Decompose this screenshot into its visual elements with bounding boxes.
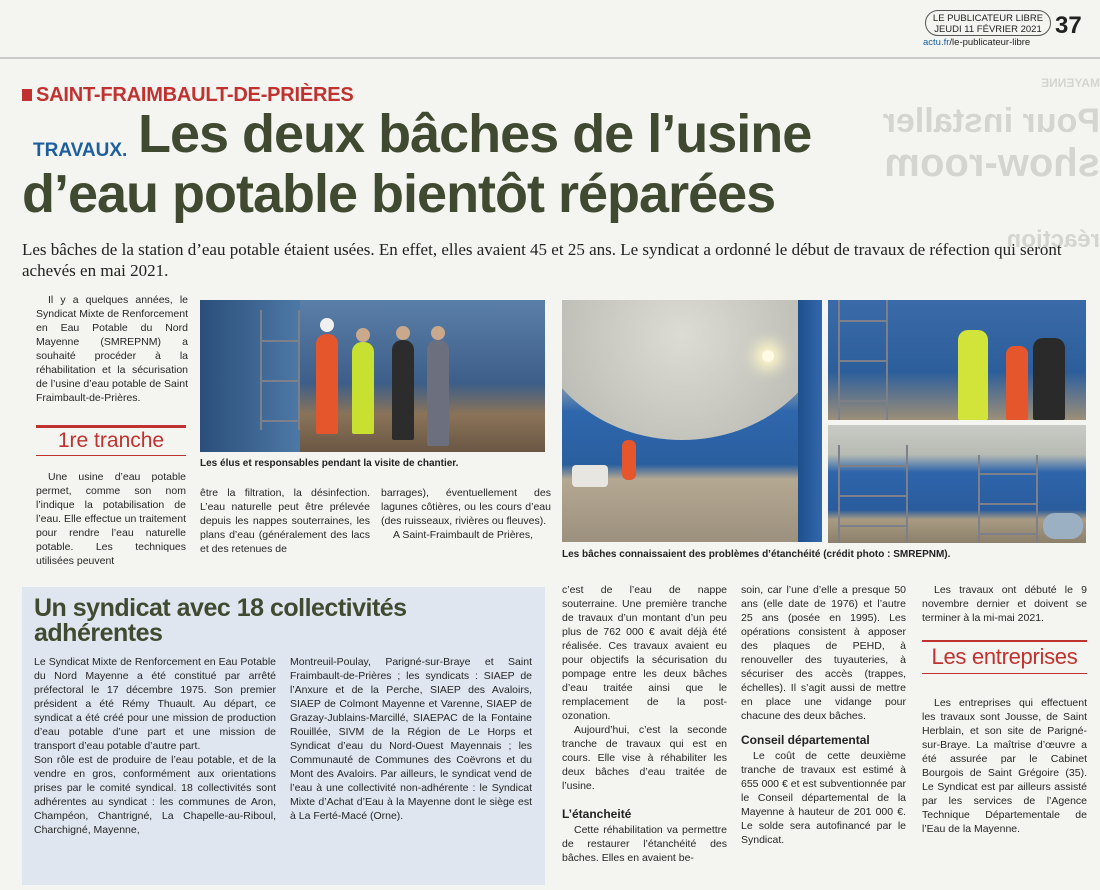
- issue-date: JEUDI 11 FÉVRIER 2021: [934, 24, 1042, 35]
- worker-shape: [958, 330, 988, 420]
- heading-rule: [36, 455, 186, 456]
- masthead: [905, 10, 1085, 50]
- scaffold-shape: [260, 310, 300, 430]
- sidebar-column-1: [34, 655, 276, 837]
- website-domain: actu.fr: [923, 37, 950, 48]
- sidebar-column-2: [290, 655, 532, 823]
- photo-officials-visit: [200, 300, 545, 452]
- scaffold-shape: [978, 455, 1038, 543]
- photo-caption-officials: Les élus et responsables pendant la visite de chantier.: [200, 458, 459, 469]
- head-shape: [396, 326, 410, 340]
- body-text: Le coût de cette deuxième tranche de travaux est estimé à 655 000 € et est subventionnée par le Conseil départemental de la Mayenne à hauteur de 201 000 €. Le solde sera autofinancé par le Syndicat.: [741, 750, 906, 846]
- scaffold-shape: [838, 300, 888, 420]
- newspaper-name: LE PUBLICATEUR LIBRE: [932, 13, 1044, 24]
- body-text: Une usine d’eau potable permet, comme son nom l’indique la potabilisation de l’eau. Elle effectue un traitement pour rendre l’eau naturelle potable. Les techniques utilisées peuvent: [36, 471, 186, 567]
- section-heading-text: 1re tranche: [57, 429, 165, 452]
- section-heading-entreprises: [922, 640, 1087, 674]
- body-text: soin, car l’une d’elle a presque 50 ans (elle date de 1976) et l’autre 25 ans (posée en 1995). Les opérations consistent à apposer des plaques de PEHD, à renouveller des tuyauteries, à sécuriser des accès (trappes, échelles). Il s’agit aussi de mettre en place une vidange pour chacune des deux bâches.: [741, 584, 906, 722]
- person-shape: [392, 340, 414, 440]
- kicker-square-icon: [22, 89, 32, 101]
- body-text: être la filtration, la désinfection. L’eau naturelle peut être prélevée depuis les nappes souterraines, les plans d’eau (généralement des lacs et des retenues de: [200, 487, 370, 555]
- masthead-badge: [925, 10, 1051, 36]
- worker-shape: [1006, 346, 1028, 420]
- headline-line-1: Les deux bâches de l’usine: [138, 104, 812, 164]
- lamp-shape: [762, 350, 774, 362]
- scaffold-shape: [838, 445, 908, 543]
- photo-workers-tank: [828, 300, 1086, 420]
- body-text: Les travaux ont débuté le 9 novembre dernier et doivent se terminer à la mi-mai 2021.: [922, 584, 1087, 624]
- sidebar-box-title: Un syndicat avec 18 collectivités adhérentes: [34, 594, 407, 647]
- masthead-rule: [0, 57, 1100, 59]
- subheading-conseil: Conseil départemental: [741, 733, 870, 747]
- body-column-5: [741, 583, 906, 847]
- person-shape: [427, 340, 449, 446]
- headline-line-2: d’eau potable bientôt réparées: [22, 164, 776, 224]
- ghost-line: MAYENNE: [1041, 76, 1100, 90]
- intro-paragraph: [36, 293, 188, 405]
- worker-shape: [622, 440, 636, 480]
- equipment-shape: [572, 465, 608, 487]
- pipe-shape: [1043, 513, 1083, 539]
- person-shape: [352, 342, 374, 434]
- kicker-text: SAINT-FRAIMBAULT-DE-PRIÈRES: [36, 84, 354, 106]
- helmet-shape: [320, 318, 334, 332]
- ghost-line: réaction: [1006, 226, 1100, 253]
- subheading-etancheite: L’étancheité: [562, 807, 632, 821]
- body-text: Les entreprises qui effectuent les travaux sont Jousse, de Saint Herblain, et son site de Parigné-sur-Braye. La maîtrise d’œuvre a été assurée par le Cabinet Bourgois de Saint Grégoire (35). Le Syndicat est par ailleurs assisté par les services de l’Agence Technique Départementale de l’Eau de la Mayenne.: [922, 697, 1087, 835]
- website-path: /le-publicateur-libre: [949, 37, 1031, 48]
- page-number: 37: [1055, 12, 1082, 39]
- body-text: barrages), éventuellement des lagunes côtières, ou les cours d’eau (des ruisseaux, rivières ou fleuves).: [381, 487, 551, 527]
- body-text: A Saint-Fraimbault de Prières,: [393, 529, 534, 541]
- tank-dome: [562, 300, 822, 440]
- body-column: [36, 470, 186, 568]
- standfirst: Les bâches de la station d’eau potable étaient usées. En effet, elles avaient 45 et 25 ans. Le syndicat a ordonné le début de travaux de réfection qui seront achevés en mai 2021.: [22, 240, 1062, 280]
- heading-rule: [922, 673, 1087, 674]
- photo-caption-tanks: Les bâches connaissaient des problèmes d’étanchéité (crédit photo : SMREPNM).: [562, 549, 951, 560]
- photo-tank-interior: [562, 300, 822, 542]
- body-column: [200, 486, 370, 556]
- head-shape: [356, 328, 370, 342]
- body-column: [381, 486, 551, 542]
- photo-scaffolding-tank: [828, 425, 1086, 543]
- section-heading-text: Les entreprises: [931, 644, 1078, 669]
- body-text: Montreuil-Poulay, Parigné-sur-Braye et Saint Fraimbault-de-Prières ; les syndicats : SIAEP de l’Anxure et de la Perche, SIAEP des Avaloirs, SIAEP de Colmont Mayenne et Varenne, SIAEP de Grazay-Jublains-Marcillé, SIAEPAC de la Fontaine Rouillée, SIVM de la Région de Le Horps et Syndicat d’eau du Nord-Ouest Mayennais ; les Communauté de Communes des Coëvrons et du Mont des Avaloirs. Par ailleurs, le syndicat vend de l’eau à une collectivité non-adhérente : le Syndicat Mixte d’Achat d’Eau à la Mayenne dont le siège est à La Ferté-Macé (Orne).: [290, 656, 532, 822]
- section-heading-tranche: [36, 425, 186, 456]
- body-column-4: [562, 583, 727, 865]
- tank-wall-edge: [798, 300, 822, 542]
- head-shape: [431, 326, 445, 340]
- person-shape: [1033, 338, 1065, 420]
- body-column-6: [922, 583, 1087, 625]
- intro-text: Il y a quelques années, le Syndicat Mixte de Renforcement en Eau Potable du Nord Mayenne (SMREPNM) a souhaité procéder à la réhabilitation et la sécurisation de l’usine d’eau potable de Saint Fraimbault-de-Prières.: [36, 294, 188, 404]
- person-shape: [316, 334, 338, 434]
- body-text: Cette réhabilitation va permettre de restaurer l’étanchéité des bâches. Elles en avaient be-: [562, 824, 727, 864]
- body-text: Son rôle est de produire de l’eau potable, et de la vendre en gros, conformément aux orientations prises par le comité syndical. 18 collectivités sont adhérentes au syndicat : les communes de Aron, Champéon, Chantrigné, La Chapelle-au-Riboul, Charchigné, Mayenne,: [34, 754, 276, 836]
- ghost-line: show-room: [884, 141, 1100, 185]
- body-column-6b: [922, 696, 1087, 836]
- website-line: [923, 37, 1030, 48]
- body-text: Le Syndicat Mixte de Renforcement en Eau Potable du Nord Mayenne a été constitué par arrêté préfectoral le 17 décembre 1975. Son premier président a été Rémy Thuault. Au départ, ce syndicat a été créé pour une mission de production d’eau potable d’une part et une mission de transport d’eau potable d’autre part.: [34, 656, 276, 752]
- body-text: Aujourd’hui, c’est la seconde tranche de travaux qui est en cours. Elle vise à réhabiliter les deux bâches d’eau traitée de l’usine.: [562, 724, 727, 792]
- rubric-label: TRAVAUX.: [33, 140, 128, 161]
- body-text: c’est de l’eau de nappe souterraine. Une première tranche de travaux d’un montant d’un peu plus de 762 000 € avait déjà été réalisée. Ces travaux avaient eu pour objectifs la sécurisation du pompage entre les deux bâches d’eau traitée ainsi que le remplacement de la post-ozonation.: [562, 584, 727, 722]
- ghost-line: Pour installer: [882, 102, 1100, 140]
